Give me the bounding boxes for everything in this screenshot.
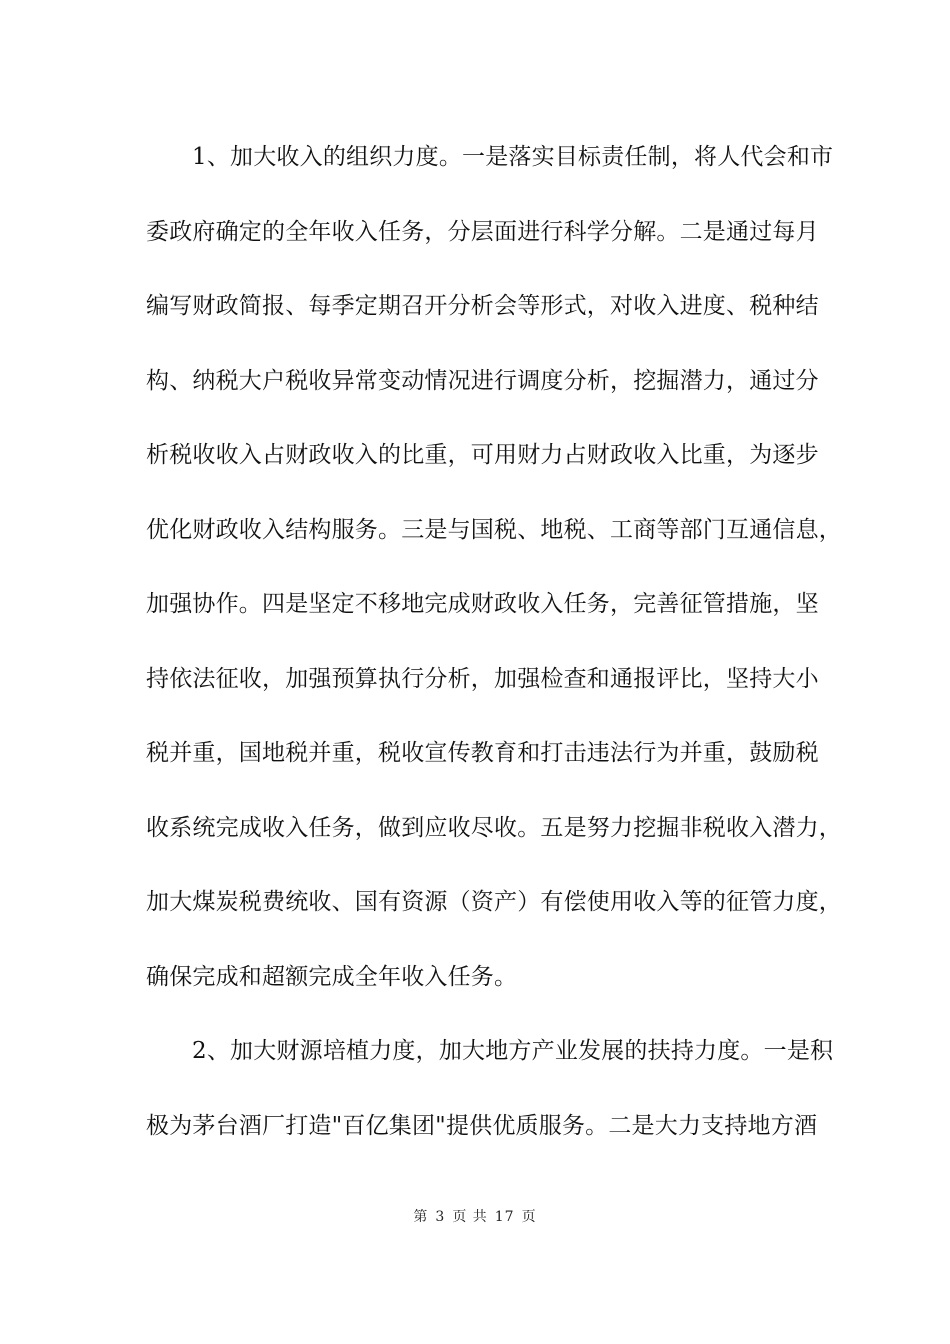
paragraph-1-line-4: 构、纳税大户税收异常变动情况进行调度分析，挖掘潜力，通过分 [146,368,819,394]
paragraph-1-line-2: 委政府确定的全年收入任务，分层面进行科学分解。二是通过每月 [146,219,819,245]
paragraph-1-line-8: 持依法征收，加强预算执行分析，加强检查和通报评比，坚持大小 [146,666,819,692]
paragraph-1-line-11: 加大煤炭税费统收、国有资源（资产）有偿使用收入等的征管力度， [146,889,842,915]
paragraph-2-line-2: 极为茅台酒厂打造"百亿集团"提供优质服务。二是大力支持地方酒 [146,1113,818,1139]
paragraph-1-line-6: 优化财政收入结构服务。三是与国税、地税、工商等部门互通信息， [146,517,842,543]
paragraph-1-line-7: 加强协作。四是坚定不移地完成财政收入任务，完善征管措施，坚 [146,591,819,617]
page-footer [0,1208,950,1226]
footer-suffix: 页 [521,1209,537,1225]
footer-middle: 页 共 [452,1209,488,1225]
paragraph-1-line-9: 税并重，国地税并重，税收宣传教育和打击违法行为并重，鼓励税 [146,740,819,766]
footer-page-number: 3 [435,1209,446,1225]
paragraph-1-line-10: 收系统完成收入任务，做到应收尽收。五是努力挖掘非税收入潜力， [146,815,842,841]
paragraph-1-line-3: 编写财政简报、每季定期召开分析会等形式，对收入进度、税种结 [146,293,819,319]
paragraph-1-line-5: 析税收收入占财政收入的比重，可用财力占财政收入比重，为逐步 [146,442,819,468]
paragraph-1-line-12: 确保完成和超额完成全年收入任务。 [146,964,518,990]
footer-total-pages: 17 [494,1209,515,1225]
footer-prefix: 第 [413,1209,429,1225]
paragraph-2-line-1: 2、加大财源培植力度，加大地方产业发展的扶持力度。一是积 [192,1038,834,1064]
paragraph-1-line-1: 1、加大收入的组织力度。一是落实目标责任制，将人代会和市 [192,144,834,170]
